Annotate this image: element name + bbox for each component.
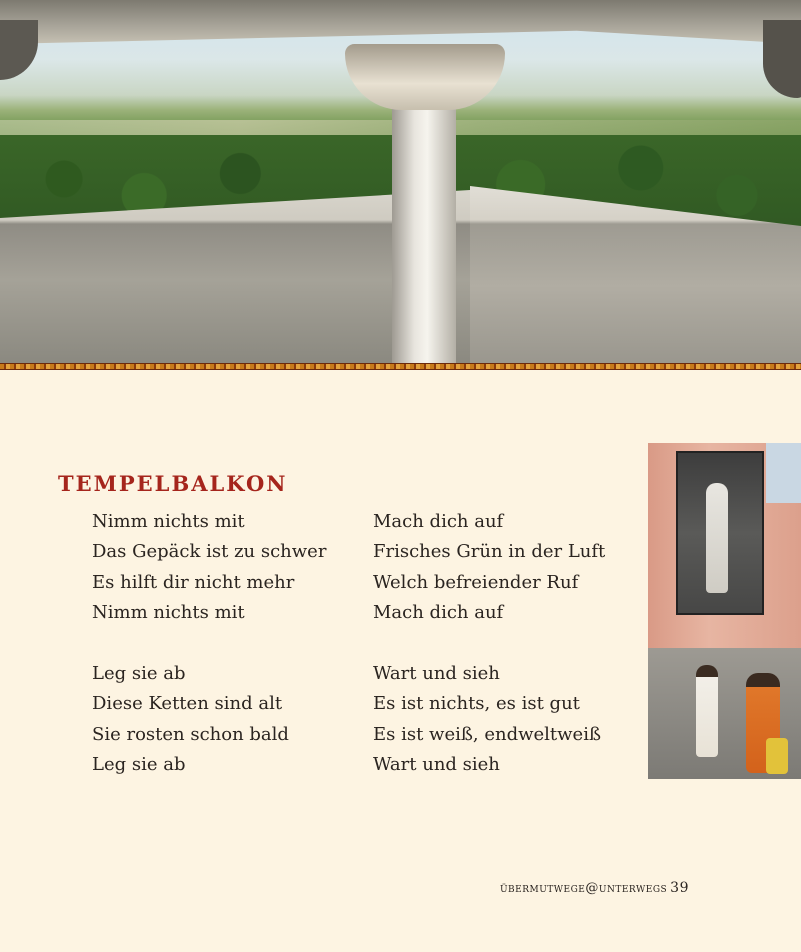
poem-line: Mach dich auf [373, 511, 504, 532]
stanza-1 [92, 507, 326, 629]
mural-figure [706, 483, 728, 593]
poem-line: Leg sie ab [92, 754, 186, 776]
poem-line: Mach dich auf [373, 602, 504, 624]
pillar-capital [345, 44, 505, 110]
poem-line: Sie rosten schon bald [92, 723, 289, 745]
balcony-pillar [392, 108, 456, 363]
poem-line: Nimm nichts mit [92, 602, 245, 624]
stanza-2 [92, 659, 326, 781]
ceiling-corner-left [0, 20, 38, 80]
poem-line: Es ist nichts, es ist gut [373, 693, 580, 715]
poem-column-left [92, 507, 326, 811]
poem-line: Leg sie ab [92, 663, 186, 685]
pedestrian [696, 665, 718, 757]
sky [766, 443, 801, 503]
stanza-4 [373, 659, 605, 781]
poem-line: Welch befreiender Ruf [373, 571, 579, 593]
poem-line: Nimm nichts mit [92, 511, 245, 532]
poem-line: Es hilft dir nicht mehr [92, 571, 295, 593]
footer-label: übermutwege@unterwegs [499, 881, 668, 896]
poem-line: Frisches Grün in der Luft [373, 541, 606, 563]
page-title: tempelbalkon [58, 464, 288, 500]
ornamental-border [0, 363, 801, 370]
page-footer [500, 880, 689, 896]
balcony-ceiling [0, 0, 801, 44]
poem-line: Wart und sieh [373, 663, 500, 685]
side-photo [648, 443, 801, 779]
page-number: 39 [670, 880, 689, 896]
poem-line: Wart und sieh [373, 754, 500, 776]
poem-line: Es ist weiß, endweltweiß [373, 723, 601, 745]
poem-line: Das Gepäck ist zu schwer [92, 541, 327, 563]
poem-line: Diese Ketten sind alt [92, 693, 283, 715]
top-photo [0, 0, 801, 363]
stanza-3 [373, 507, 605, 629]
ceiling-corner-right [763, 20, 801, 98]
poem-column-right [373, 507, 605, 811]
yellow-bag [766, 738, 788, 774]
